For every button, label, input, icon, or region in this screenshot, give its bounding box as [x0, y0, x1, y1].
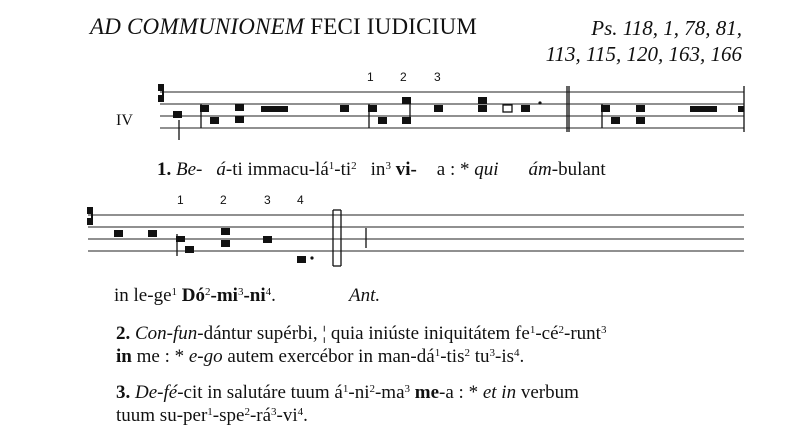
note — [378, 117, 387, 124]
syllable: qui — [474, 159, 499, 180]
verse-3-line-1: 3. De-fé-cit in salutáre tuum $á^1-ni^2-ma^3$ me-a : * et in verbum — [116, 382, 579, 403]
mora-dot — [538, 101, 541, 104]
mora-dot — [310, 256, 313, 259]
syllable: -ni — [243, 285, 266, 306]
note — [478, 97, 487, 104]
syllable: in le-ge — [114, 285, 172, 306]
neume-number: 1 — [367, 70, 374, 84]
psalm-reference-line-2: 113, 115, 120, 163, 166 — [545, 42, 742, 66]
syllable: -ti — [334, 159, 352, 180]
note — [478, 105, 487, 112]
note — [270, 106, 279, 112]
c-clef-icon — [87, 207, 93, 225]
verse-number: 3. — [116, 382, 131, 403]
note — [235, 104, 244, 111]
title-rest: FECI IUDICIUM — [310, 14, 477, 39]
note — [261, 106, 270, 112]
syllable: -mi — [210, 285, 238, 306]
staff-2 — [88, 215, 744, 251]
verse-2-line-2: in me : * e-go autem exercébor in man-$dá^1-tis^2$ $tu^3-is^4$. — [116, 346, 525, 367]
neume-number: 4 — [297, 193, 304, 207]
syllable: vi- — [395, 159, 417, 180]
syllable: in — [370, 159, 386, 180]
syllable: a : * — [436, 159, 475, 180]
neume-number: 2 — [400, 70, 407, 84]
syllable: ám — [528, 159, 552, 180]
note — [699, 106, 708, 112]
note — [185, 246, 194, 253]
division-bar — [333, 210, 366, 266]
lyrics-line-1: 1. Be- á-ti immacu-$lá^1-ti^2$ $in^3$ vi- a : * qui ám-bulant — [157, 159, 606, 180]
note — [279, 106, 288, 112]
antiphon-marker: Ant. — [349, 285, 381, 306]
note — [221, 240, 230, 247]
note — [235, 116, 244, 123]
verse-number: 1. — [157, 159, 176, 180]
neume-number: 2 — [220, 193, 227, 207]
note — [611, 117, 620, 124]
note — [173, 111, 182, 118]
note — [148, 230, 157, 237]
note — [708, 106, 717, 112]
title-italic: AD COMMUNIONEM — [90, 14, 305, 39]
mode-label: IV — [116, 112, 133, 129]
division-bar — [179, 86, 744, 140]
verse-number: 2. — [116, 323, 131, 344]
note — [340, 105, 349, 112]
neumes-staff-2 — [114, 228, 314, 263]
note — [636, 105, 645, 112]
note — [503, 105, 512, 112]
note — [690, 106, 699, 112]
verse-3-line-2: tuum $su-per^1-spe^2-rá^3-vi^4$. — [116, 405, 308, 426]
syllable: -bulant — [551, 159, 606, 180]
c-clef-icon — [158, 84, 164, 102]
note — [114, 230, 123, 237]
verse-2-line-1: 2. Con-fun-dántur supérbi, ¦ quia iniúste iniquitátem $fe^1-cé^2-runt^3$ — [116, 323, 607, 344]
syllable: á — [216, 159, 226, 180]
note — [263, 236, 272, 243]
staff-1 — [160, 92, 744, 128]
neume-number: 1 — [177, 193, 184, 207]
note — [636, 117, 645, 124]
note — [210, 117, 219, 124]
note — [521, 105, 530, 112]
note — [297, 256, 306, 263]
syllable: Be- — [176, 159, 203, 180]
neumes-staff-1 — [173, 97, 744, 128]
note — [221, 228, 230, 235]
neume-number: 3 — [264, 193, 271, 207]
syllable: -ti immacu-lá — [225, 159, 329, 180]
psalm-reference-line-1: Ps. 118, 1, 78, 81, — [591, 16, 742, 40]
lyrics-line-2: in $le-ge^1$ $Dó^2-mi^3-ni^4$. — [114, 285, 276, 306]
note — [738, 106, 744, 112]
neume-number: 3 — [434, 70, 441, 84]
note — [434, 105, 443, 112]
syllable: Dó — [177, 285, 205, 306]
